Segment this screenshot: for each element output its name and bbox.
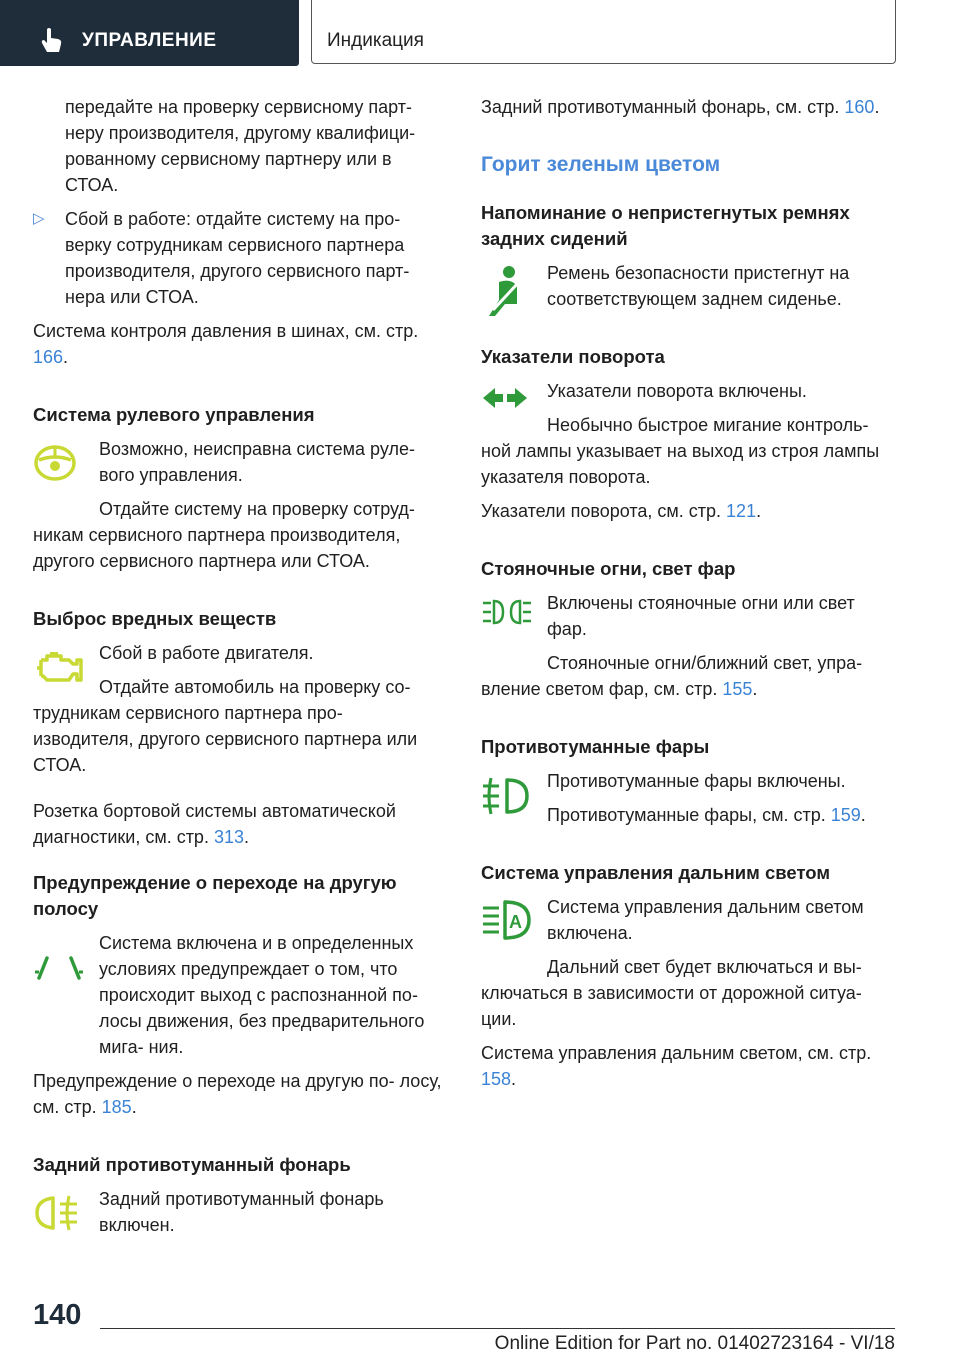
indicator-block: [33, 436, 448, 488]
paragraph: Необычно быстрое мигание контроль- ной лампы указывает на выход из строя лампы указателя поворота.: [481, 415, 880, 487]
paragraph: Отдайте систему на проверку сотруд- никам сервисного партнера производителя, другого сервисного партнера или СТОА.: [33, 499, 415, 571]
steering-wheel-warning-icon: [33, 440, 77, 484]
indicator-block: [481, 590, 896, 642]
indicator-block: [481, 768, 896, 828]
hand-pointer-icon: [38, 26, 66, 54]
reference-text: Система управления дальним светом, см. стр.: [481, 1043, 872, 1063]
rear-fog-light-icon: [33, 1192, 85, 1234]
edition-text: Online Edition for Part no. 01402723164 - VI/18: [494, 1333, 895, 1354]
page-link[interactable]: 185: [101, 1097, 132, 1117]
indicator-text: Возможно, неисправна система руле- вого управления.: [99, 439, 415, 485]
reference-paragraph: Задний противотуманный фонарь, см. стр. 160.: [481, 97, 880, 117]
page-link[interactable]: 155: [722, 679, 753, 699]
indicator-block: [33, 930, 448, 1060]
seatbelt-icon: [481, 264, 525, 316]
page-number: 140: [33, 1299, 82, 1331]
right-column: [481, 94, 896, 1092]
footer-divider: [100, 1328, 895, 1329]
bullet-triangle-icon: ▷: [33, 210, 45, 227]
high-beam-assist-icon: [481, 898, 533, 944]
page-link[interactable]: 159: [830, 805, 861, 825]
section-heading: Противотуманные фары: [481, 736, 710, 757]
section-heading: Предупреждение о переходе на другую полосу: [33, 872, 397, 919]
section-heading: Система рулевого управления: [33, 404, 315, 425]
section-label: УПРАВЛЕНИЕ: [82, 30, 217, 51]
page-header: [0, 0, 960, 66]
indicator-block: [33, 1186, 448, 1238]
front-fog-lights-icon: [481, 774, 531, 818]
page-link[interactable]: 166: [33, 347, 64, 367]
section-tab[interactable]: [0, 0, 299, 66]
chapter-subheading: Горит зеленым цветом: [481, 153, 721, 176]
indicator-block: [481, 260, 896, 312]
chapter-label: Индикация: [327, 30, 424, 51]
indicator-block: [33, 640, 448, 666]
chapter-tab[interactable]: [311, 0, 896, 64]
page-link[interactable]: 160: [844, 97, 875, 117]
reference-paragraph: Система контроля давления в шинах, см. стр. 166.: [33, 321, 419, 367]
section-heading: Указатели поворота: [481, 346, 665, 367]
reference-paragraph: Система управления дальним светом, см. стр. 158.: [481, 1043, 872, 1089]
reference-text: Противотуманные фары, см. стр.: [547, 805, 826, 825]
list-item-text: Сбой в работе: отдайте систему на про- верку сотрудникам сервисного партнера производителя, другого сервисного парт- нера или СТОА.: [65, 209, 410, 307]
reference-text: Указатели поворота, см. стр.: [481, 501, 722, 521]
paragraph: передайте на проверку сервисному парт- неру производителя, другому квалифици- рованному сервисному партнеру или в СТОА.: [65, 97, 416, 195]
svg-text:A: A: [509, 912, 522, 932]
indicator-block: [481, 894, 896, 946]
indicator-text: Сбой в работе двигателя.: [99, 643, 314, 663]
list-item: [33, 206, 448, 310]
reference-paragraph: Указатели поворота, см. стр. 121.: [481, 501, 762, 521]
section-heading: Напоминание о непристегнутых ремнях задних сидений: [481, 202, 850, 249]
reference-text: Задний противотуманный фонарь, см. стр.: [481, 97, 840, 117]
section-heading: Задний противотуманный фонарь: [33, 1154, 351, 1175]
section-heading: Система управления дальним светом: [481, 862, 831, 883]
page-link[interactable]: 313: [213, 827, 245, 847]
indicator-block: [481, 378, 896, 412]
reference-paragraph: Розетка бортовой системы автоматической диагностики, см. стр. 313.: [33, 801, 396, 847]
parking-lights-icon: [481, 598, 533, 626]
section-heading: Выброс вредных веществ: [33, 608, 277, 629]
indicator-text: Ремень безопасности пристегнут на соответствующем заднем сиденье.: [547, 263, 850, 309]
page-link[interactable]: 121: [726, 501, 757, 521]
left-column: [33, 94, 448, 1238]
reference-text: Система контроля давления в шинах, см. стр.: [33, 321, 419, 341]
reference-text: Розетка бортовой системы автоматической диагностики, см. стр.: [33, 801, 396, 847]
reference-paragraph: Стояночные огни/ближний свет, упра- вление светом фар, см. стр. 155.: [481, 653, 863, 699]
indicator-text: Система включена и в определенных условиях предупреждает о том, что происходит выход с распознанной по- лосы движения, без предварительного мига- ния.: [99, 933, 425, 1057]
reference-text: Предупреждение о переходе на другую по- лосу, см. стр.: [33, 1071, 442, 1117]
indicator-text: Указатели поворота включены.: [547, 381, 807, 401]
reference-paragraph: Предупреждение о переходе на другую по- лосу, см. стр. 185.: [33, 1071, 442, 1117]
section-heading: Стояночные огни, свет фар: [481, 558, 736, 579]
paragraph: Отдайте автомобиль на проверку со- трудникам сервисного партнера про- изводителя, другого сервисного партнера или СТОА.: [33, 677, 418, 775]
page-link[interactable]: 158: [481, 1069, 512, 1089]
indicator-text: Противотуманные фары включены.: [547, 771, 846, 791]
indicator-text: Задний противотуманный фонарь включен.: [99, 1189, 384, 1235]
reference-text: Стояночные огни/ближний свет, упра- вление светом фар, см. стр.: [481, 653, 863, 699]
indicator-text: Включены стояночные огни или свет фар.: [547, 593, 855, 639]
indicator-text: Система управления дальним светом включена.: [547, 897, 864, 943]
turn-signal-arrows-icon: [481, 386, 529, 410]
paragraph: Дальний свет будет включаться и вы- ключаться в зависимости от дорожной ситуа- ции.: [481, 957, 862, 1029]
engine-warning-icon: [33, 646, 89, 688]
reference-paragraph: Противотуманные фары, см. стр. 159.: [547, 805, 866, 825]
lane-departure-icon: [33, 952, 85, 982]
